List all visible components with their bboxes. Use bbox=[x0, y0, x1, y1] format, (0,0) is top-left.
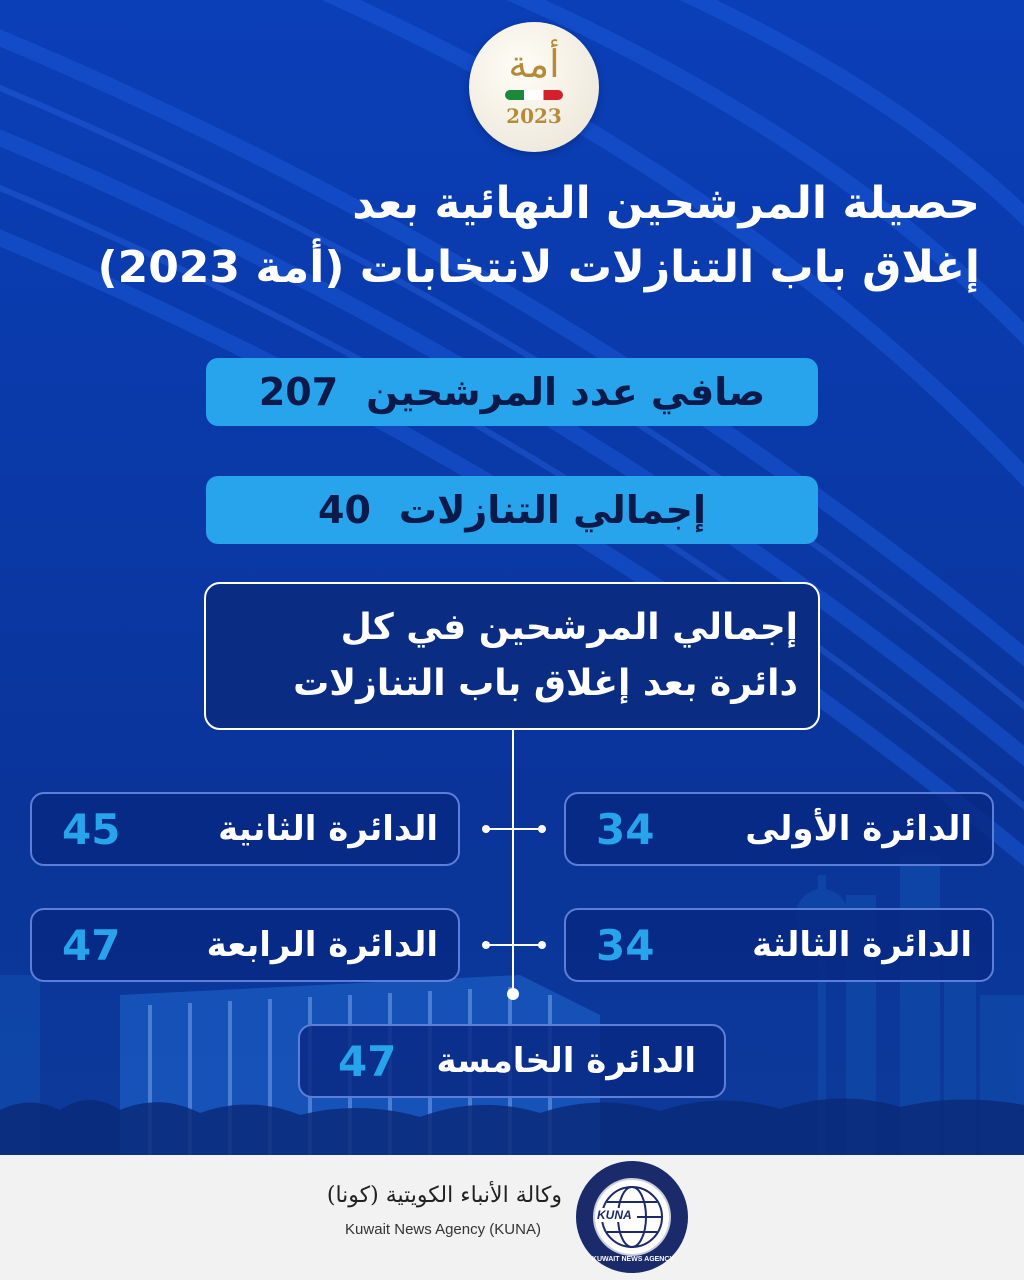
district-2-card bbox=[30, 792, 460, 866]
title-line-1: حصيلة المرشحين النهائية بعد bbox=[352, 178, 980, 229]
district-value: 34 bbox=[596, 920, 655, 970]
seal-ring-text: KUWAIT NEWS AGENCY bbox=[591, 1256, 675, 1263]
total-withdrawals-pill bbox=[206, 476, 818, 544]
net-candidates-value: 207 bbox=[258, 370, 339, 414]
net-candidates-pill bbox=[206, 358, 818, 426]
district-4-card bbox=[30, 908, 460, 982]
connector-dot bbox=[507, 988, 519, 1000]
breakdown-line-1: إجمالي المرشحين في كل bbox=[340, 607, 798, 648]
kuna-seal-icon bbox=[576, 1161, 688, 1273]
district-1-card bbox=[564, 792, 994, 866]
breakdown-line-2: دائرة بعد إغلاق باب التنازلات bbox=[293, 663, 798, 704]
district-3-card bbox=[564, 908, 994, 982]
district-value: 47 bbox=[338, 1036, 397, 1086]
district-label: الدائرة الثالثة bbox=[752, 925, 972, 965]
connector-dot bbox=[538, 825, 546, 833]
footer-bar bbox=[0, 1155, 1024, 1280]
connector-dot bbox=[538, 941, 546, 949]
page-title bbox=[40, 172, 980, 300]
district-value: 34 bbox=[596, 804, 655, 854]
connector-row-2 bbox=[486, 944, 544, 946]
connector-dot bbox=[482, 825, 490, 833]
logo-flag-icon bbox=[505, 90, 563, 100]
district-label: الدائرة الأولى bbox=[745, 809, 972, 849]
district-5-card bbox=[298, 1024, 726, 1098]
logo-script: أمة bbox=[508, 42, 560, 86]
district-label: الدائرة الرابعة bbox=[206, 925, 438, 965]
seal-text: KUNA bbox=[597, 1208, 637, 1222]
connector-row-1 bbox=[486, 828, 544, 830]
breakdown-heading bbox=[204, 582, 820, 730]
title-line-2: إغلاق باب التنازلات لانتخابات (أمة 2023) bbox=[97, 242, 980, 293]
district-value: 45 bbox=[62, 804, 121, 854]
total-withdrawals-value: 40 bbox=[318, 488, 371, 532]
district-value: 47 bbox=[62, 920, 121, 970]
district-label: الدائرة الثانية bbox=[218, 809, 438, 849]
total-withdrawals-label: إجمالي التنازلات bbox=[398, 488, 706, 532]
election-logo bbox=[469, 22, 599, 152]
logo-year: 2023 bbox=[506, 104, 562, 128]
connector-dot bbox=[482, 941, 490, 949]
seal-inner bbox=[593, 1178, 671, 1256]
net-candidates-label: صافي عدد المرشحين bbox=[366, 370, 766, 414]
agency-name-arabic: وكالة الأنباء الكويتية (كونا) bbox=[326, 1183, 562, 1208]
agency-name-english: Kuwait News Agency (KUNA) bbox=[345, 1221, 541, 1238]
connector-trunk bbox=[512, 730, 514, 992]
district-label: الدائرة الخامسة bbox=[436, 1041, 696, 1081]
